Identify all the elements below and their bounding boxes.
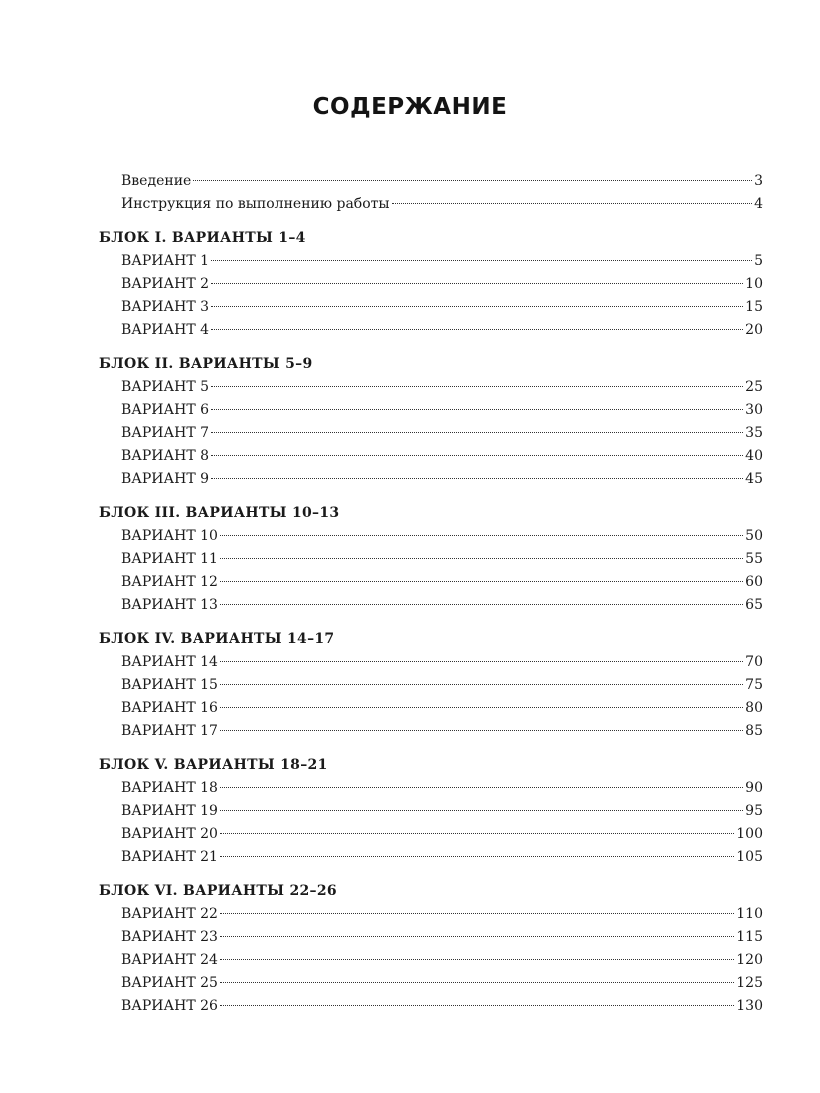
- block-heading: БЛОК III. ВАРИАНТЫ 10–13: [99, 505, 340, 521]
- toc-entry-intro[interactable]: [99, 170, 763, 193]
- dot-leader: [211, 306, 743, 307]
- block-heading: БЛОК I. ВАРИАНТЫ 1–4: [99, 230, 306, 246]
- toc-entry-label: ВАРИАНТ 14: [121, 654, 218, 670]
- toc-entry-page: 100: [736, 826, 763, 842]
- toc-entry-page: 25: [745, 379, 763, 395]
- toc-entry[interactable]: [99, 422, 763, 445]
- toc-block: [99, 628, 763, 743]
- toc-entry-label: Инструкция по выполнению работы: [121, 196, 390, 212]
- toc-entry[interactable]: [99, 903, 763, 926]
- dot-leader: [211, 329, 743, 330]
- dot-leader: [220, 661, 743, 662]
- toc-entry-page: 105: [736, 849, 763, 865]
- dot-leader: [211, 455, 743, 456]
- toc-entry-page: 55: [745, 551, 763, 567]
- toc-entry[interactable]: [99, 674, 763, 697]
- toc-entry-page: 85: [745, 723, 763, 739]
- toc-entry-label: ВАРИАНТ 18: [121, 780, 218, 796]
- toc-entry-page: 115: [736, 929, 763, 945]
- toc-entry-label: ВАРИАНТ 8: [121, 448, 210, 464]
- dot-leader: [220, 810, 743, 811]
- toc-entry-label: Введение: [121, 173, 192, 189]
- page-title: СОДЕРЖАНИЕ: [312, 94, 508, 120]
- dot-leader: [211, 283, 743, 284]
- toc-entry-instructions[interactable]: [99, 193, 763, 216]
- toc-entry-label: ВАРИАНТ 7: [121, 425, 210, 441]
- toc-entry-page: 35: [745, 425, 763, 441]
- dot-leader: [220, 604, 743, 605]
- dot-leader: [220, 856, 734, 857]
- toc-entry-label: ВАРИАНТ 6: [121, 402, 210, 418]
- dot-leader: [220, 730, 743, 731]
- dot-leader: [220, 982, 734, 983]
- toc-entry-label: ВАРИАНТ 4: [121, 322, 210, 338]
- toc-entry[interactable]: [99, 720, 763, 743]
- toc-entry-label: ВАРИАНТ 19: [121, 803, 218, 819]
- toc-entry[interactable]: [99, 376, 763, 399]
- dot-leader: [220, 787, 743, 788]
- toc-entry-page: 70: [745, 654, 763, 670]
- toc-entry[interactable]: [99, 777, 763, 800]
- toc-entry-page: 10: [745, 276, 763, 292]
- dot-leader: [211, 478, 743, 479]
- block-heading: БЛОК IV. ВАРИАНТЫ 14–17: [99, 631, 335, 647]
- dot-leader: [220, 913, 734, 914]
- dot-leader: [220, 959, 734, 960]
- toc-entry-label: ВАРИАНТ 13: [121, 597, 218, 613]
- toc-entry-label: ВАРИАНТ 9: [121, 471, 210, 487]
- toc-entry-page: 40: [745, 448, 763, 464]
- toc-entry-page: 30: [745, 402, 763, 418]
- toc-entry-page: 130: [736, 998, 763, 1014]
- block-heading: БЛОК VI. ВАРИАНТЫ 22–26: [99, 883, 337, 899]
- toc-entry-label: ВАРИАНТ 16: [121, 700, 218, 716]
- toc-intro: [99, 170, 763, 216]
- toc-entry-page: 20: [745, 322, 763, 338]
- dot-leader: [220, 707, 743, 708]
- dot-leader: [220, 535, 743, 536]
- toc-entry-page: 4: [754, 196, 763, 212]
- dot-leader: [220, 558, 743, 559]
- block-heading: БЛОК V. ВАРИАНТЫ 18–21: [99, 757, 328, 773]
- toc-entry-page: 3: [754, 173, 763, 189]
- toc-entry-label: ВАРИАНТ 23: [121, 929, 218, 945]
- table-of-contents: [99, 170, 763, 1018]
- dot-leader: [220, 581, 743, 582]
- toc-entry-label: ВАРИАНТ 17: [121, 723, 218, 739]
- toc-entry-page: 65: [745, 597, 763, 613]
- dot-leader: [220, 833, 734, 834]
- toc-entry-label: ВАРИАНТ 22: [121, 906, 218, 922]
- toc-entry-page: 60: [745, 574, 763, 590]
- toc-entry[interactable]: [99, 296, 763, 319]
- block-heading: БЛОК II. ВАРИАНТЫ 5–9: [99, 356, 313, 372]
- toc-entry-page: 120: [736, 952, 763, 968]
- toc-entry[interactable]: [99, 823, 763, 846]
- toc-entry[interactable]: [99, 273, 763, 296]
- toc-entry-label: ВАРИАНТ 26: [121, 998, 218, 1014]
- toc-entry-page: 110: [736, 906, 763, 922]
- toc-block: [99, 754, 763, 869]
- toc-entry-label: ВАРИАНТ 24: [121, 952, 218, 968]
- toc-entry-page: 75: [745, 677, 763, 693]
- toc-entry[interactable]: [99, 651, 763, 674]
- toc-entry-page: 5: [754, 253, 763, 269]
- toc-block: [99, 353, 763, 491]
- dot-leader: [211, 386, 743, 387]
- dot-leader: [211, 260, 752, 261]
- dot-leader: [220, 936, 734, 937]
- toc-entry[interactable]: [99, 445, 763, 468]
- toc-entry[interactable]: [99, 525, 763, 548]
- toc-entry-label: ВАРИАНТ 3: [121, 299, 210, 315]
- toc-entry-page: 15: [745, 299, 763, 315]
- dot-leader: [220, 1005, 734, 1006]
- toc-entry[interactable]: [99, 800, 763, 823]
- dot-leader: [392, 203, 753, 204]
- toc-entry-page: 125: [736, 975, 763, 991]
- toc-entry[interactable]: [99, 319, 763, 342]
- toc-entry[interactable]: [99, 995, 763, 1018]
- toc-block: [99, 227, 763, 342]
- toc-entry-label: ВАРИАНТ 11: [121, 551, 218, 567]
- toc-entry[interactable]: [99, 949, 763, 972]
- toc-entry[interactable]: [99, 697, 763, 720]
- toc-entry-page: 45: [745, 471, 763, 487]
- toc-entry[interactable]: [99, 972, 763, 995]
- toc-entry-label: ВАРИАНТ 5: [121, 379, 210, 395]
- toc-entry[interactable]: [99, 571, 763, 594]
- toc-entry-label: ВАРИАНТ 10: [121, 528, 218, 544]
- toc-entry-label: ВАРИАНТ 25: [121, 975, 218, 991]
- toc-entry-label: ВАРИАНТ 21: [121, 849, 218, 865]
- dot-leader: [193, 180, 752, 181]
- toc-entry[interactable]: [99, 926, 763, 949]
- toc-block: [99, 502, 763, 617]
- toc-entry-label: ВАРИАНТ 20: [121, 826, 218, 842]
- toc-entry-page: 50: [745, 528, 763, 544]
- toc-entry-label: ВАРИАНТ 2: [121, 276, 210, 292]
- toc-entry[interactable]: [99, 594, 763, 617]
- toc-entry[interactable]: [99, 846, 763, 869]
- dot-leader: [211, 409, 743, 410]
- dot-leader: [220, 684, 743, 685]
- toc-entry-label: ВАРИАНТ 12: [121, 574, 218, 590]
- toc-entry-label: ВАРИАНТ 1: [121, 253, 210, 269]
- toc-entry[interactable]: [99, 468, 763, 491]
- toc-entry-label: ВАРИАНТ 15: [121, 677, 218, 693]
- dot-leader: [211, 432, 743, 433]
- toc-entry-page: 80: [745, 700, 763, 716]
- toc-entry[interactable]: [99, 548, 763, 571]
- toc-entry[interactable]: [99, 399, 763, 422]
- toc-block: [99, 880, 763, 1018]
- toc-entry-page: 95: [745, 803, 763, 819]
- toc-entry[interactable]: [99, 250, 763, 273]
- toc-entry-page: 90: [745, 780, 763, 796]
